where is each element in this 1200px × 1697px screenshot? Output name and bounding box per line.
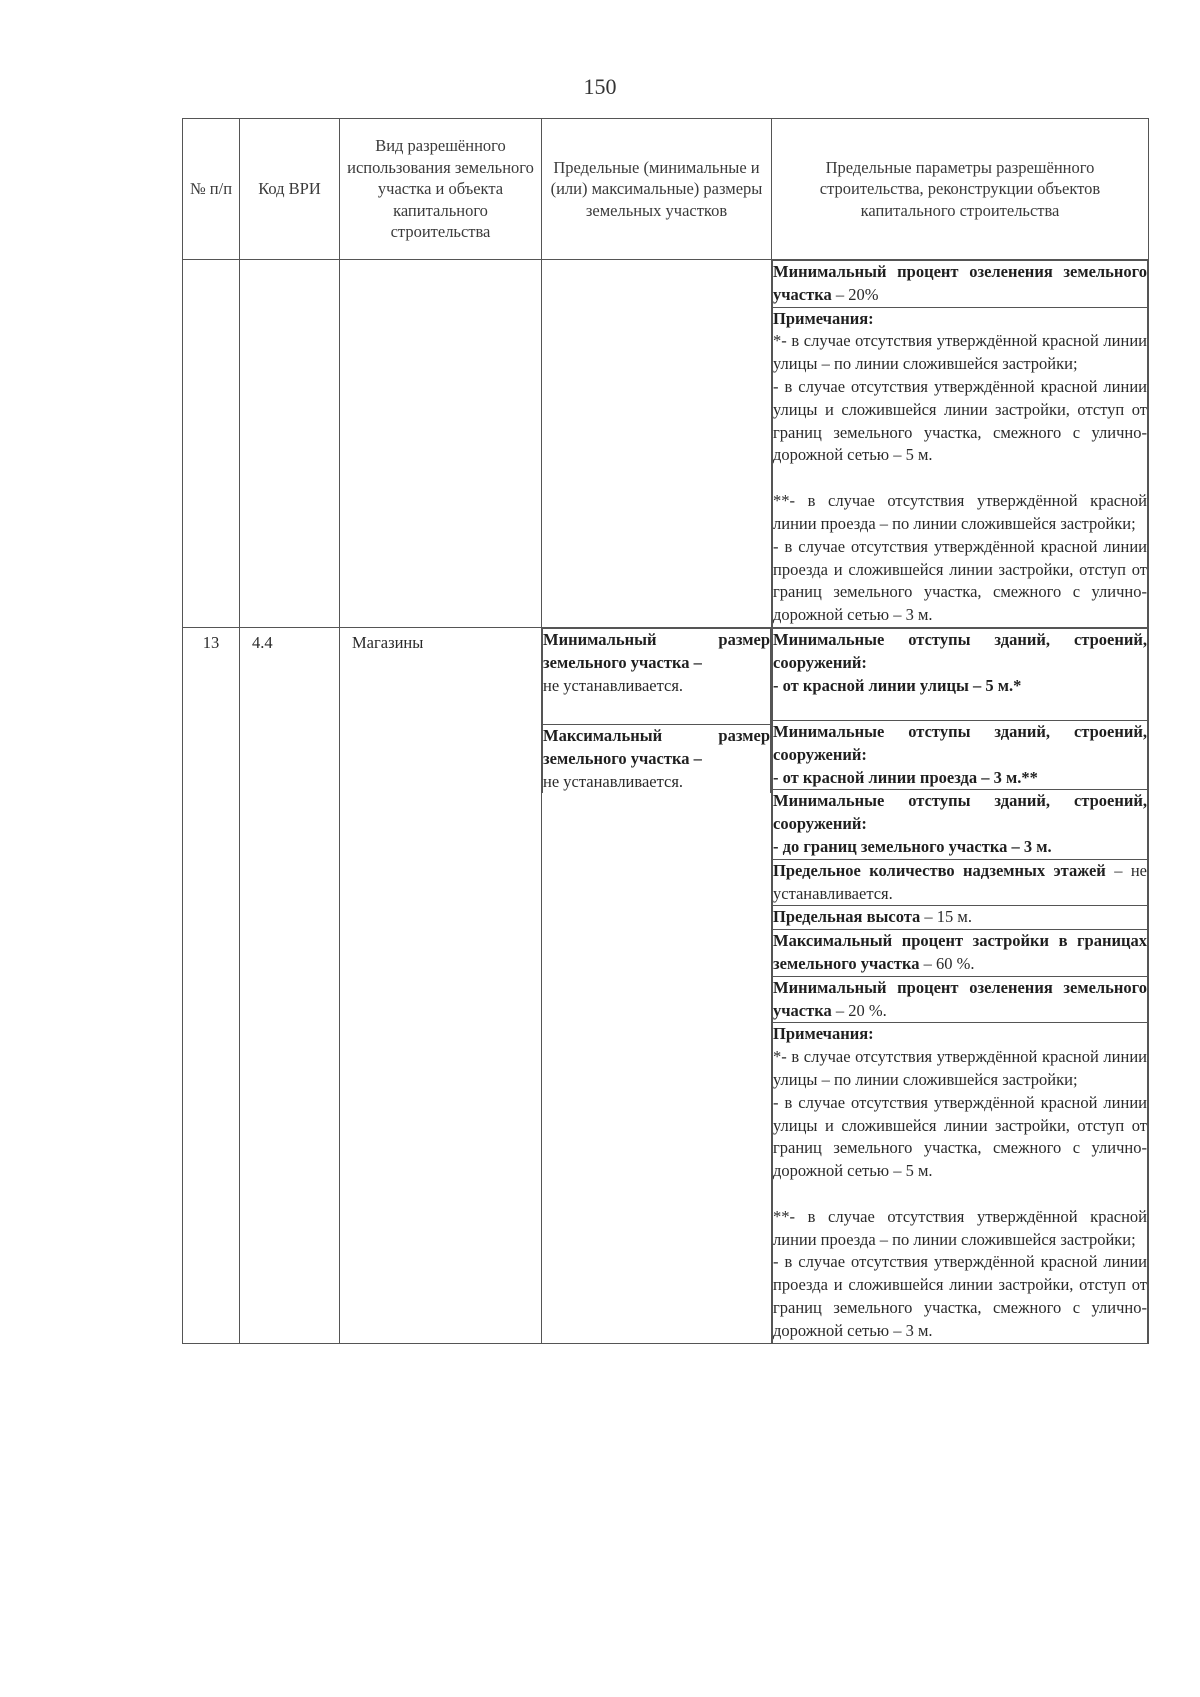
notes-block xyxy=(773,307,1148,627)
height-param: Предельная высота – 15 м. xyxy=(773,906,1148,930)
note-item: **- в случае отсутствия утверждённой красной линии проезда – по линии сложившейся застройки; xyxy=(773,491,1147,533)
row-number: 13 xyxy=(183,627,240,1343)
setback-street: Минимальные отступы зданий, строений, сооружений: - от красной линии улицы – 5 м.* xyxy=(773,628,1148,720)
header-num: № п/п xyxy=(183,119,240,260)
cell-empty-num xyxy=(183,260,240,628)
table-row-continued xyxy=(183,260,1149,628)
note-item: - в случае отсутствия утверждённой красной линии проезда и сложившейся линии застройки, отступ от границ земельного участка, смежного с улично-дорожной сетью – 3 м. xyxy=(773,1252,1147,1340)
note-item: - в случае отсутствия утверждённой красной линии улицы и сложившейся линии застройки, отступ от границ земельного участка, смежного с улично-дорожной сетью – 5 м. xyxy=(773,1092,1147,1181)
floors-param: Предельное количество надземных этажей – не устанавливается. xyxy=(773,859,1148,906)
notes-title: Примечания: xyxy=(773,308,874,328)
notes-block xyxy=(773,1023,1148,1343)
setback-boundary: Минимальные отступы зданий, строений, сооружений: - до границ земельного участка – 3 м. xyxy=(773,790,1148,859)
header-code: Код ВРИ xyxy=(240,119,340,260)
note-item: *- в случае отсутствия утверждённой красной линии улицы – по линии сложившейся застройки; xyxy=(773,331,1147,374)
greening-param: Минимальный процент озеленения земельного участка – 20% xyxy=(773,261,1148,308)
setback-passage: Минимальные отступы зданий, строений, сооружений: - от красной линии проезда – 3 м.** xyxy=(773,720,1148,789)
table-header-row xyxy=(183,119,1149,260)
header-sizes: Предельные (минимальные и (или) максимальные) размеры земельных участков xyxy=(542,119,772,260)
row-code: 4.4 xyxy=(240,627,340,1343)
table-row xyxy=(183,627,1149,1343)
note-item: - в случае отсутствия утверждённой красной линии улицы и сложившейся линии застройки, отступ от границ земельного участка, смежного с улично-дорожной сетью – 5 м. xyxy=(773,376,1147,465)
row-use: Магазины xyxy=(340,627,542,1343)
min-size: Минимальный размер земельного участка – не устанавливается. xyxy=(543,628,771,724)
header-use: Вид разрешённого использования земельного участка и объекта капитального строительства xyxy=(340,119,542,260)
row-sizes xyxy=(542,627,772,1343)
zoning-table xyxy=(182,118,1149,1344)
page-number: 150 xyxy=(583,74,617,99)
cell-empty-use xyxy=(340,260,542,628)
note-item: - в случае отсутствия утверждённой красной линии проезда и сложившейся линии застройки, отступ от границ земельного участка, смежного с улично-дорожной сетью – 3 м. xyxy=(773,536,1147,625)
cell-params-continued xyxy=(772,260,1149,628)
cell-empty-code xyxy=(240,260,340,628)
cell-empty-sizes xyxy=(542,260,772,628)
coverage-param: Максимальный процент застройки в границах земельного участка – 60 %. xyxy=(773,930,1148,977)
note-item: **- в случае отсутствия утверждённой красной линии проезда – по линии сложившейся застройки; xyxy=(773,1206,1147,1249)
header-params: Предельные параметры разрешённого строительства, реконструкции объектов капитального строительства xyxy=(772,119,1149,260)
notes-title: Примечания: xyxy=(773,1024,874,1044)
row-params xyxy=(772,627,1149,1343)
greening-param: Минимальный процент озеленения земельного участка – 20 %. xyxy=(773,976,1148,1023)
note-item: *- в случае отсутствия утверждённой красной линии улицы – по линии сложившейся застройки; xyxy=(773,1047,1147,1089)
max-size: Максимальный размер земельного участка – не устанавливается. xyxy=(543,724,771,793)
